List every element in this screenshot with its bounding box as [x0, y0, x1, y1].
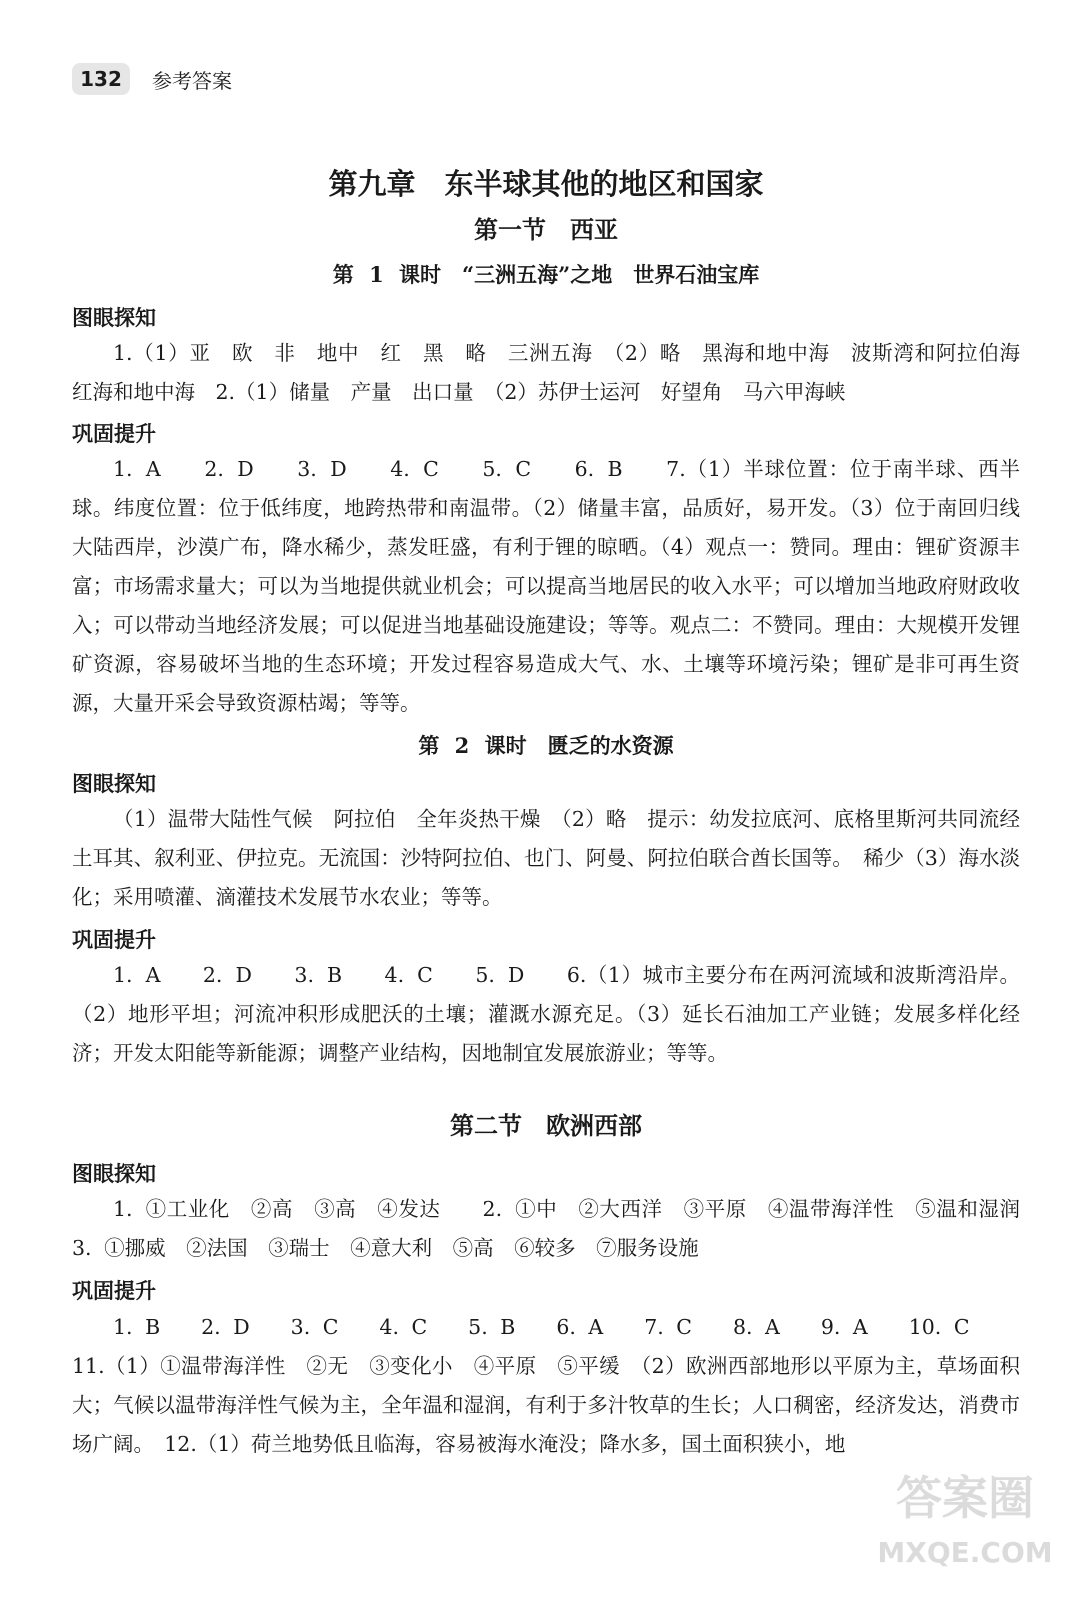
lesson-title-2: 第 2 课时 匮乏的水资源 — [418, 733, 674, 758]
header-title: 参考答案 — [152, 68, 232, 93]
label-explore: 图眼探知 — [72, 306, 156, 330]
answer-paragraph: 11.（1）①温带海洋性 ②无 ③变化小 ④平原 ⑤平缓 （2）欧洲西部地形以平原为主，草场面积大；气候以温带海洋性气候为主，全年温和湿润，有利于多汁牧草的生长；人口稠密，经济发达，消费市场广阔。 12.（1）荷兰地势低且临海，容易被海水淹没；降水多，国土面积狭小，地 — [72, 1354, 1020, 1456]
page-number: 132 — [72, 63, 130, 95]
chapter-title: 第九章 东半球其他的地区和国家 — [328, 167, 764, 201]
answer-paragraph: 1. B 2. D 3. C 4. C 5. B 6. A 7. C 8. A 9. A 10. C — [113, 1315, 970, 1339]
lesson-title-1: 第 1 课时 “三洲五海”之地 世界石油宝库 — [332, 262, 760, 287]
page-header — [72, 62, 232, 96]
answer-paragraph: 1. A 2. D 3. D 4. C 5. C 6. B 7.（1）半球位置：位于南半球、西半球。纬度位置：位于低纬度，地跨热带和南温带。（2）储量丰富，品质好，易开发。（3）位于南回归线大陆西岸，沙漠广布，降水稀少，蒸发旺盛，有利于锂的晾晒。（4）观点一：赞同。理由：锂矿资源丰富；市场需求量大；可以为当地提供就业机会；可以提高当地居民的收入水平；可以增加当地政府财政收入；可以带动当地经济发展；可以促进当地基础设施建设；等等。观点二：不赞同。理由：大规模开发锂矿资源，容易破坏当地的生态环境；开发过程容易造成大气、水、土壤等环境污染；锂矿是非可再生资源，大量开采会导致资源枯竭；等等。 — [72, 457, 1020, 715]
label-explore: 图眼探知 — [72, 1162, 156, 1186]
answer-paragraph: 1.（1）亚 欧 非 地中 红 黑 略 三洲五海 （2）略 黑海和地中海 波斯湾和阿拉伯海 红海和地中海 2.（1）储量 产量 出口量 （2）苏伊士运河 好望角 马六甲海峡 — [72, 341, 1041, 404]
label-consolidate: 巩固提升 — [72, 1279, 156, 1303]
answer-paragraph: （1）温带大陆性气候 阿拉伯 全年炎热干燥 （2）略 提示：幼发拉底河、底格里斯河共同流经土耳其、叙利亚、伊拉克。无流国：沙特阿拉伯、也门、阿曼、阿拉伯联合酋长国等。 稀少（3）海水淡化；采用喷灌、滴灌技术发展节水农业；等等。 — [72, 807, 1020, 909]
section-title-western-europe: 第二节 欧洲西部 — [450, 1112, 642, 1140]
watermark-domain: MXQE.COM — [877, 1536, 1053, 1569]
answer-paragraph: 1. ①工业化 ②高 ③高 ④发达 2. ①中 ②大西洋 ③平原 ④温带海洋性 ⑤温和湿润 3. ①挪威 ②法国 ③瑞士 ④意大利 ⑤高 ⑥较多 ⑦服务设施 — [72, 1197, 1041, 1260]
watermark-text: 答案圈 — [896, 1471, 1034, 1525]
label-consolidate: 巩固提升 — [72, 422, 156, 446]
section-title-west-asia: 第一节 西亚 — [474, 216, 618, 244]
label-explore: 图眼探知 — [72, 772, 156, 796]
watermark-logo — [870, 1452, 1060, 1582]
answer-paragraph: 1. A 2. D 3. B 4. C 5. D 6.（1）城市主要分布在两河流域和波斯湾沿岸。（2）地形平坦；河流冲积形成肥沃的土壤；灌溉水源充足。（3）延长石油加工产业链；发展多样化经济；开发太阳能等新能源；调整产业结构，因地制宜发展旅游业；等等。 — [72, 963, 1020, 1065]
label-consolidate: 巩固提升 — [72, 928, 156, 952]
